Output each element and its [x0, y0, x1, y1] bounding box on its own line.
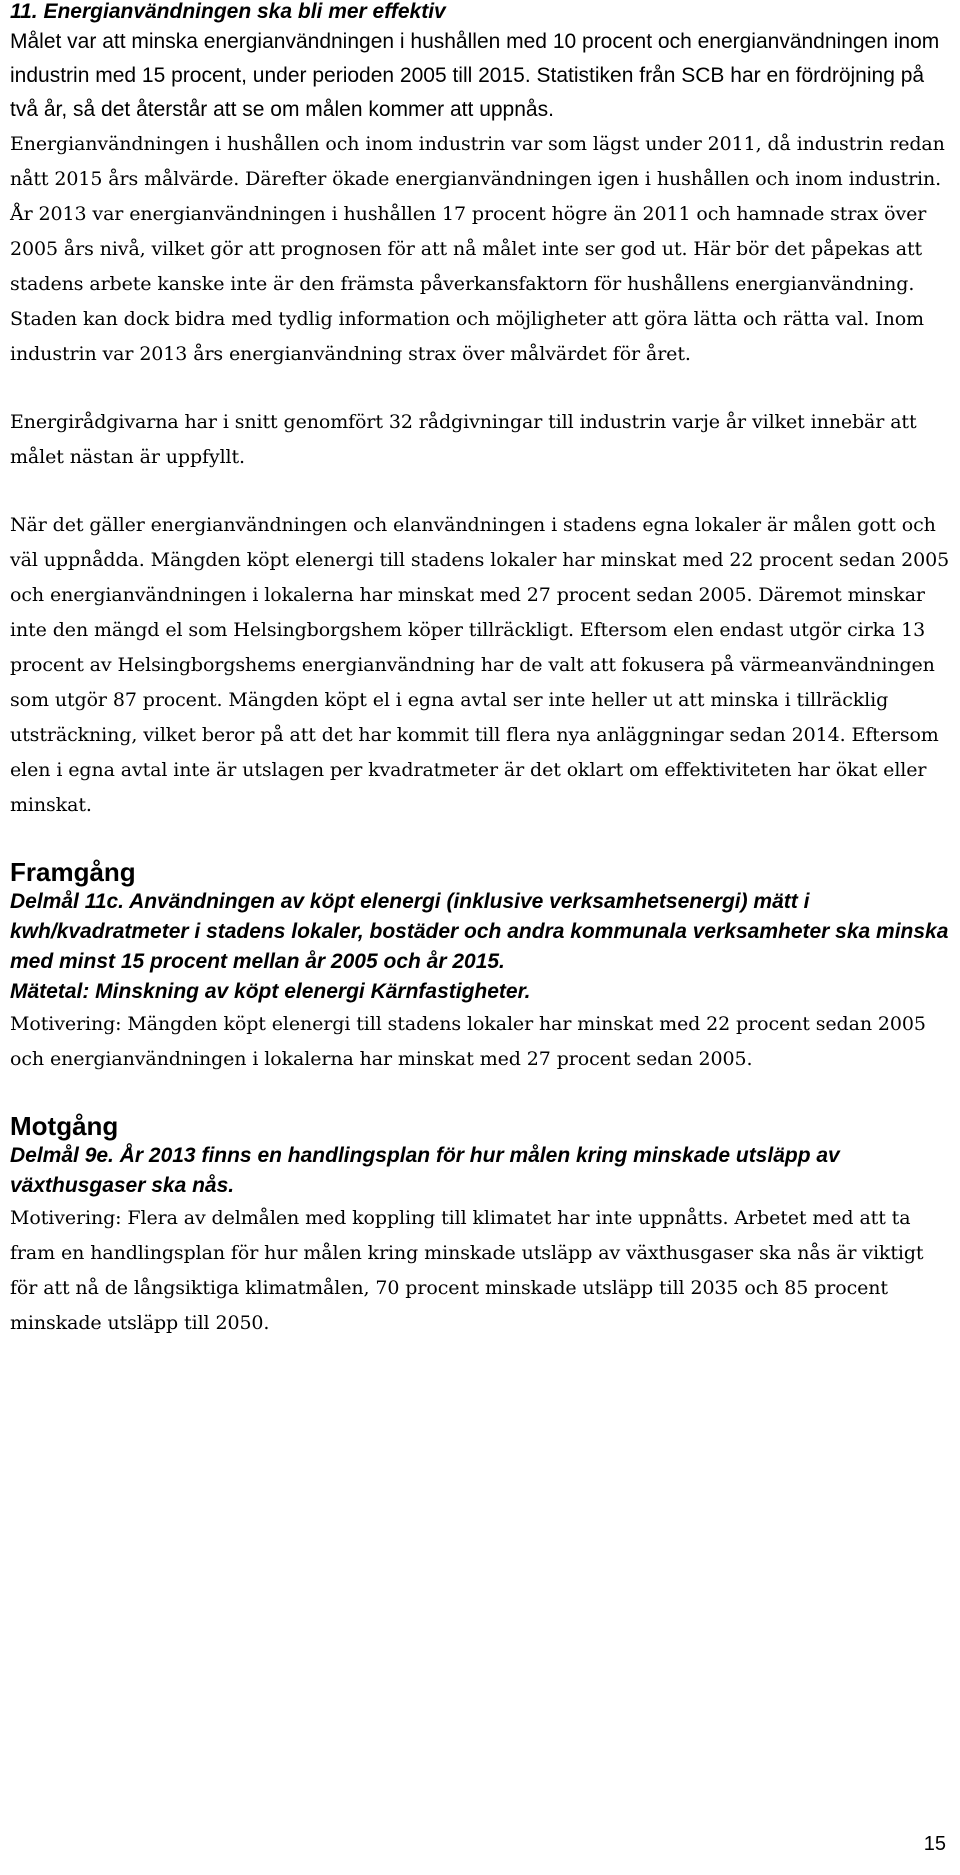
setback-heading: Motgång: [10, 1111, 119, 1141]
setback-motivation: Motivering: Flera av delmålen med koppling till klimatet har inte uppnåtts. Arbetet med att ta fram en handlingsplan för hur målen kring minskade utsläpp av växthusgaser ska nås är viktigt för att nå de långsiktiga klimatmålen, 70 procent minskade utsläpp till 2035 och 85 procent minskade utsläpp till 2050.: [10, 1207, 924, 1334]
paragraph-energy-advisors: Energirådgivarna har i snitt genomfört 32 rådgivningar till industrin varje år vilket innebär att målet nästan är uppfyllt.: [10, 411, 917, 468]
success-measure: Mätetal: Minskning av köpt elenergi Kärnfastigheter.: [10, 980, 531, 1003]
page-number: 15: [923, 1833, 946, 1855]
success-goal: Delmål 11c. Användningen av köpt elenergi (inklusive verksamhetsenergi) mätt i kwh/kvadratmeter i stadens lokaler, bostäder och andra kommunala verksamheter ska minska med minst 15 procent mellan år 2005 och år 2015.: [10, 890, 949, 973]
document-page: [10, 0, 950, 1341]
paragraph-energy-trend: Energianvändningen i hushållen och inom industrin var som lägst under 2011, då industrin redan nått 2015 års målvärde. Därefter ökade energianvändningen igen i hushållen och inom industrin. År 2013 var energianvändningen i hushållen 17 procent högre än 2011 och hamnade strax över 2005 års nivå, vilket gör att prognosen för att nå målet inte ser god ut. Här bör det påpekas att stadens arbete kanske inte är den främsta påverkansfaktorn för hushållens energianvändning. Staden kan dock bidra med tydlig information och möjligheter att göra lätta och rätta val. Inom industrin var 2013 års energianvändning strax över målvärdet för året.: [10, 133, 945, 365]
setback-goal: Delmål 9e. År 2013 finns en handlingsplan för hur målen kring minskade utsläpp av växthusgaser ska nås.: [10, 1144, 840, 1197]
success-motivation: Motivering: Mängden köpt elenergi till stadens lokaler har minskat med 22 procent sedan 2005 och energianvändningen i lokalerna har minskat med 27 procent sedan 2005.: [10, 1013, 926, 1070]
paragraph-city-premises: När det gäller energianvändningen och elanvändningen i stadens egna lokaler är målen gott och väl uppnådda. Mängden köpt elenergi till stadens lokaler har minskat med 22 procent sedan 2005 och energianvändningen i lokalerna har minskat med 27 procent sedan 2005. Däremot minskar inte den mängd el som Helsingborgshem köper tillräckligt. Eftersom elen endast utgör cirka 13 procent av Helsingborgshems energianvändning har de valt att fokusera på värmeanvändningen som utgör 87 procent. Mängden köpt el i egna avtal ser inte heller ut att minska i tillräcklig utsträckning, vilket beror på att det har kommit till flera nya anläggningar sedan 2014. Eftersom elen i egna avtal inte är utslagen per kvadratmeter är det oklart om effektiviteten har ökat eller minskat.: [10, 514, 950, 816]
section-heading: 11. Energianvändningen ska bli mer effektiv: [10, 0, 446, 23]
success-heading: Framgång: [10, 857, 136, 887]
lead-paragraph: Målet var att minska energianvändningen i hushållen med 10 procent och energianvändningen inom industrin med 15 procent, under perioden 2005 till 2015. Statistiken från SCB har en fördröjning på två år, så det återstår att se om målen kommer att uppnås.: [10, 30, 940, 121]
